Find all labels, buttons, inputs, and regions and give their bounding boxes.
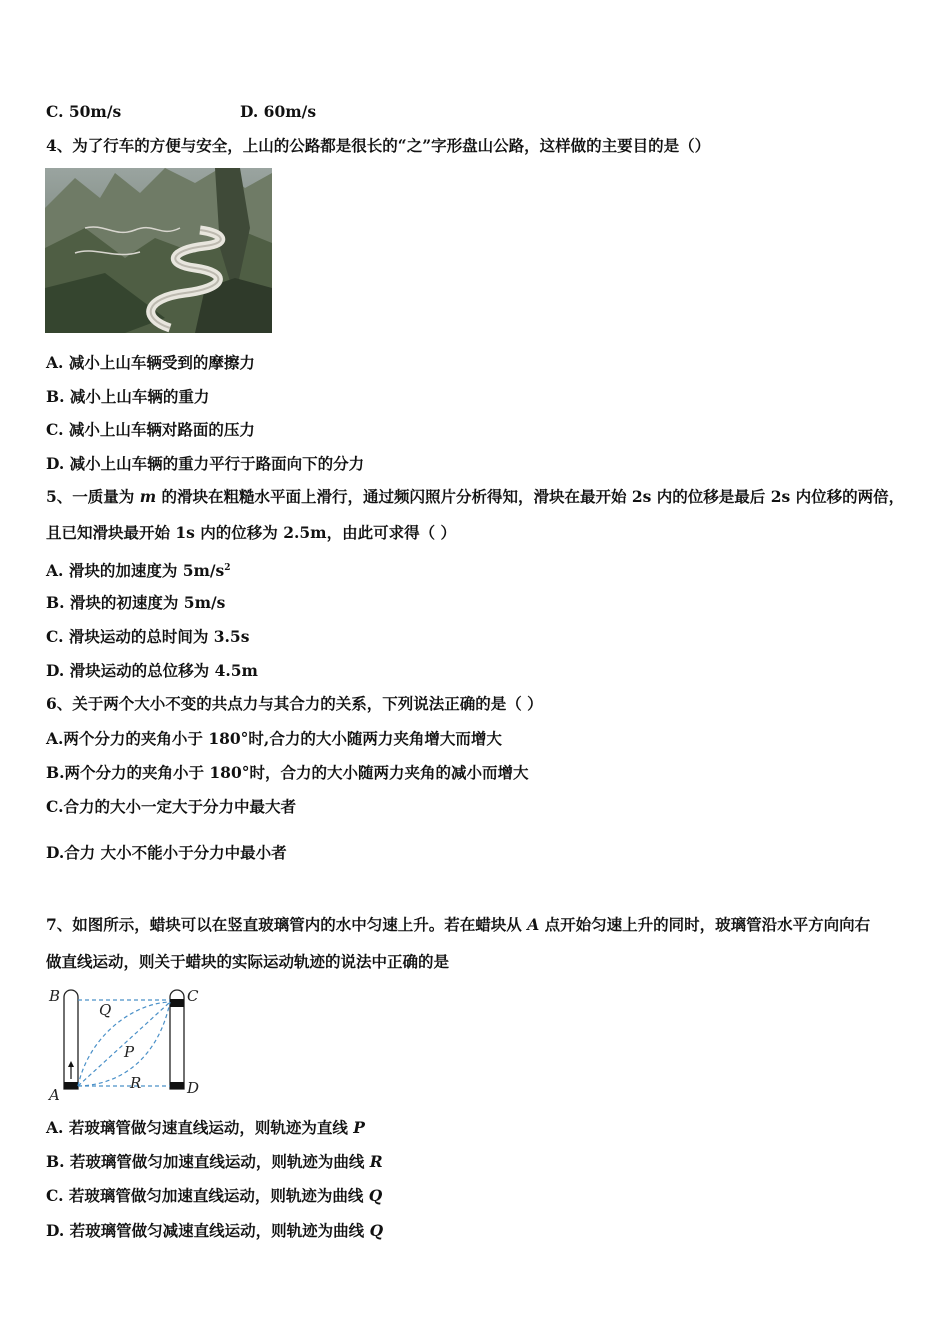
q5-stem-line2: 且已知滑块最开始 1s 内的位移为 2.5m，由此可求得（ ）: [46, 523, 456, 542]
q3-option-c: C. 50m/s: [46, 102, 122, 121]
q7-stem-line2: 做直线运动，则关于蜡块的实际运动轨迹的说法中正确的是: [46, 952, 450, 971]
label-d: D: [187, 1079, 200, 1097]
q4-stem: 4、为了行车的方便与安全，上山的公路都是很长的“之”字形盘山公路，这样做的主要目的是（）: [46, 136, 711, 155]
label-a: A: [49, 1086, 60, 1103]
glass-tube-diagram: [44, 985, 214, 1103]
q3-option-d: D. 60m/s: [240, 102, 317, 121]
q4-option-a: A. 减小上山车辆受到的摩擦力: [46, 353, 255, 372]
q5-option-c: C. 滑块运动的总时间为 3.5s: [46, 627, 250, 646]
q5-option-b: B. 滑块的初速度为 5m/s: [46, 593, 226, 612]
q6-stem: 6、关于两个大小不变的共点力与其合力的关系，下列说法正确的是（ ）: [46, 694, 543, 713]
label-q: Q: [99, 1001, 112, 1019]
q6-option-c: C.合力的大小一定大于分力中最大者: [46, 797, 296, 816]
wax-block-top: [170, 999, 184, 1007]
q7-option-b: B. 若玻璃管做匀加速直线运动，则轨迹为曲线 R: [46, 1152, 383, 1171]
q7-stem-line1: 7、如图所示，蜡块可以在竖直玻璃管内的水中匀速上升。若在蜡块从 A 点开始匀速上升的同时，玻璃管沿水平方向向右: [46, 915, 871, 934]
q4-option-c: C. 减小上山车辆对路面的压力: [46, 420, 255, 439]
q4-option-d: D. 减小上山车辆的重力平行于路面向下的分力: [46, 454, 365, 473]
arrow-up-icon: [68, 1061, 74, 1067]
label-c: C: [187, 987, 199, 1005]
q5-stem-line1: 5、一质量为 m 的滑块在粗糙水平面上滑行，通过频闪照片分析得知，滑块在最开始 2s 内的位移是最后 2s 内位移的两倍，: [46, 487, 905, 506]
q6-option-b: B.两个分力的夹角小于 180°时，合力的大小随两力夹角的减小而增大: [46, 763, 529, 782]
q4-option-b: B. 减小上山车辆的重力: [46, 387, 210, 406]
label-p: P: [124, 1043, 135, 1061]
mountain-road-photo: [45, 168, 272, 333]
q6-option-d: D.合力 大小不能小于分力中最小者: [46, 843, 287, 862]
q7-option-d: D. 若玻璃管做匀减速直线运动，则轨迹为曲线 Q: [46, 1221, 384, 1240]
label-r: R: [130, 1074, 142, 1092]
wax-block-bottom: [170, 1082, 184, 1089]
label-b: B: [49, 987, 61, 1005]
q6-option-a: A.两个分力的夹角小于 180°时,合力的大小随两力夹角增大而增大: [46, 729, 502, 748]
q7-option-c: C. 若玻璃管做匀加速直线运动，则轨迹为曲线 Q: [46, 1186, 383, 1205]
q5-option-d: D. 滑块运动的总位移为 4.5m: [46, 661, 258, 680]
q7-option-a: A. 若玻璃管做匀速直线运动，则轨迹为直线 P: [46, 1118, 365, 1137]
q5-option-a: A. 滑块的加速度为 $5m/s^2$: [46, 561, 231, 581]
wax-block-start: [64, 1082, 78, 1089]
